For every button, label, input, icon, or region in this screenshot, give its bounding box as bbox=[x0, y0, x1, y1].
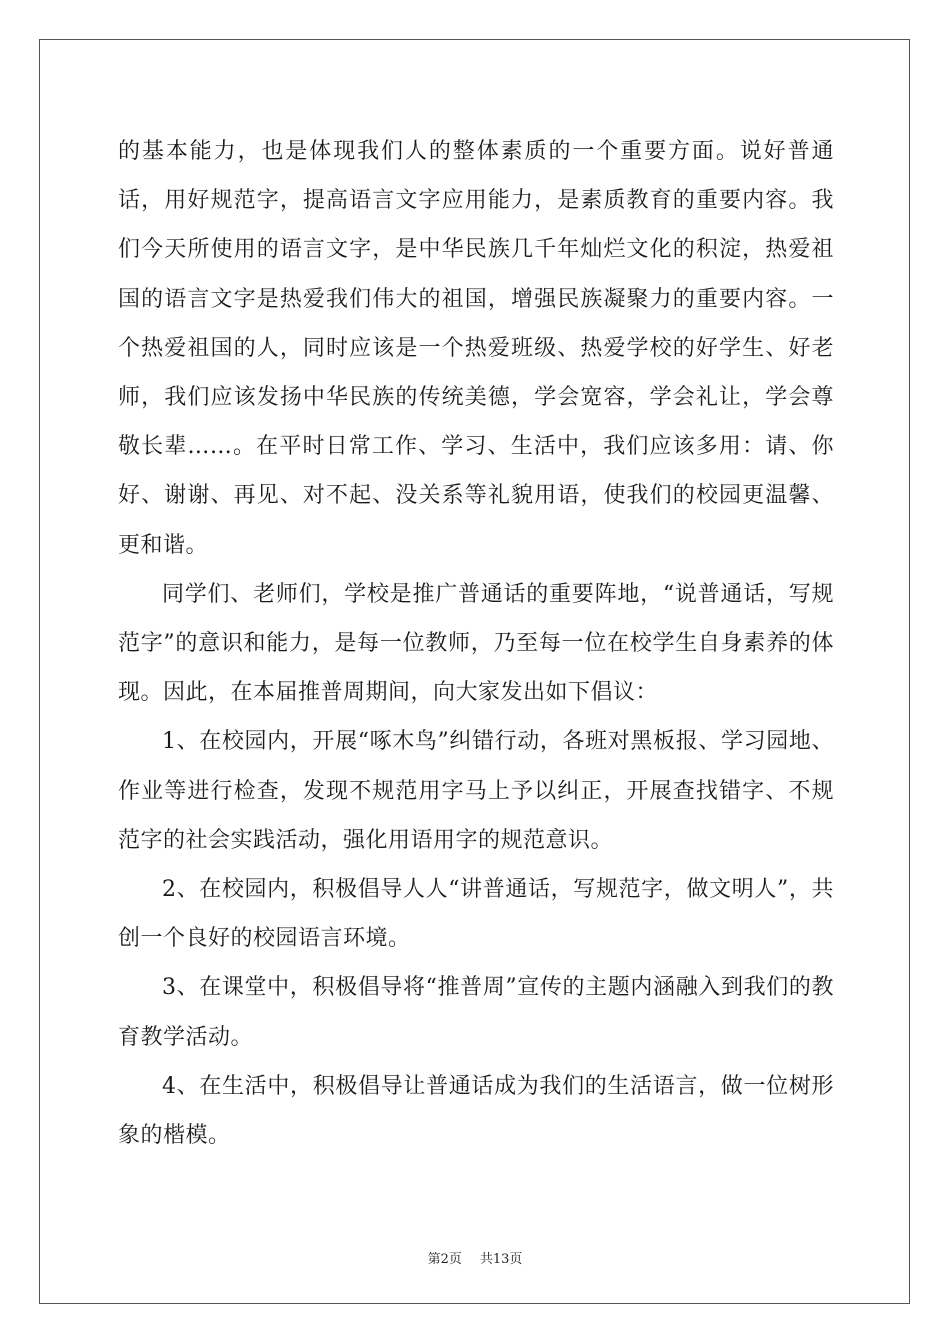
paragraph-6: 4、在生活中，积极倡导让普通话成为我们的生活语言，做一位树形象的楷模。 bbox=[118, 1073, 834, 1149]
paragraph-4: 2、在校园内，积极倡导人人“讲普通话，写规范字，做文明人”，共创一个良好的校园语言环境。 bbox=[118, 877, 834, 952]
paragraph-3: 1、在校园内，开展“啄木鸟”纠错行动，各班对黑板报、学习园地、作业等进行检查，发现不规范用字马上予以纠正，开展查找错字、不规范字的社会实践活动，强化用语用字的规范意识。 bbox=[118, 729, 834, 853]
total-pages: 共13页 bbox=[479, 1252, 523, 1267]
paragraph-1: 的基本能力，也是体现我们人的整体素质的一个重要方面。说好普通话，用好规范字，提高语言文字应用能力，是素质教育的重要内容。我们今天所使用的语言文字，是中华民族几千年灿烂文化的积淀，热爱祖国的语言文字是热爱我们伟大的祖国，增强民族凝聚力的重要内容。一个热爱祖国的人，同时应该是一个热爱班级、热爱学校的好学生、好老师，我们应该发扬中华民族的传统美德，学会宽容，学会礼让，学会尊敬长辈……。在平时日常工作、学习、生活中，我们应该多用：请、你好、谢谢、再见、对不起、没关系等礼貌用语，使我们的校园更温馨、更和谐。 bbox=[118, 139, 834, 558]
page-footer bbox=[0, 1248, 950, 1267]
document-body bbox=[118, 127, 834, 1160]
paragraph-2: 同学们、老师们，学校是推广普通话的重要阵地，“说普通话，写规范字”的意识和能力，是每一位教师，乃至每一位在校学生自身素养的体现。因此，在本届推普周期间，向大家发出如下倡议： bbox=[118, 581, 834, 706]
page-number: 第2页 bbox=[427, 1252, 462, 1267]
paragraph-5: 3、在课堂中，积极倡导将“推普周”宣传的主题内涵融入到我们的教育教学活动。 bbox=[118, 975, 834, 1050]
